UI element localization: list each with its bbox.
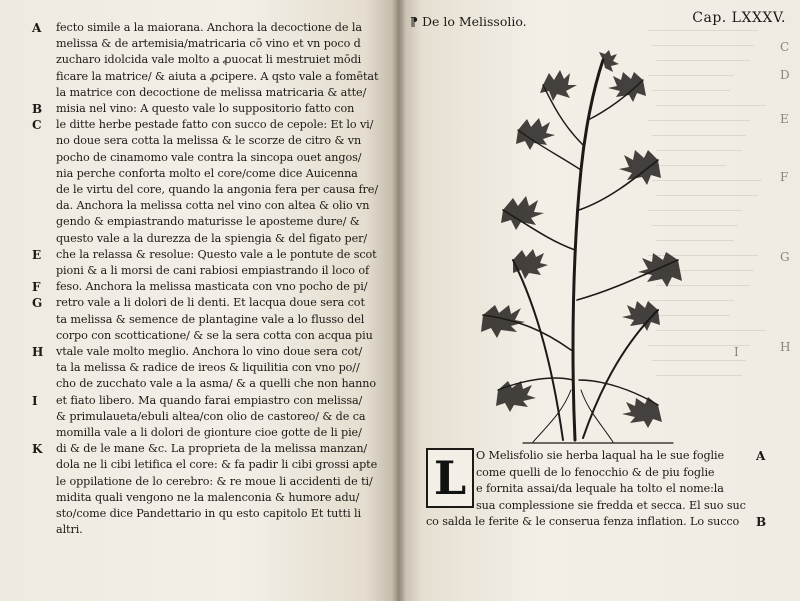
text-line: gendo & empiastrando maturisse le aposteme dure/ &	[56, 215, 360, 229]
text-line: come quelli de lo fenocchio & de piu foglie	[476, 465, 715, 479]
text-line: ta melissa & semence de plantagine vale a lo flusso del	[56, 312, 365, 326]
text-line: da. Anchora la melissa cotta nel vino con altea & olio vn	[56, 199, 370, 213]
text-line: le ditte herbe pestade fatto con succo de cepole: Et lo vi/	[56, 118, 374, 132]
text-line: misia nel vino: A questo vale lo suppositorio fatto con	[56, 102, 355, 115]
bleed-margin-marker: D	[780, 68, 790, 82]
margin-marker: I	[32, 393, 38, 408]
margin-marker: B	[756, 515, 767, 529]
text-line: nia perche conforta molto el core/come dice Auicenna	[56, 166, 358, 180]
chapter-number: Cap. LXXXV.	[692, 10, 786, 26]
text-line: corpo con scotticatione/ & se la sera cotta con acqua piu	[56, 328, 373, 342]
book-gutter	[392, 0, 406, 601]
text-line: pocho de cinamomo vale contra la sincopa ouet angos/	[56, 150, 362, 164]
bleed-through-line	[648, 30, 758, 31]
margin-marker: H	[32, 345, 44, 359]
margin-marker: A	[756, 449, 766, 463]
text-line: di & de le mane &c. La proprieta de la melissa manzan/	[56, 442, 368, 456]
margin-marker: K	[32, 442, 43, 457]
margin-marker: A	[32, 21, 42, 35]
text-line: vtale vale molto meglio. Anchora lo vino doue sera cot/	[56, 345, 363, 358]
text-line: che la relassa & resolue: Questo vale a le pontute de scot	[56, 247, 377, 261]
text-line: et fiato libero. Ma quando farai empiastro con melissa/	[56, 393, 363, 407]
text-line: & primulaueta/ebuli altea/con olio de castoreo/ & de ca	[56, 409, 366, 423]
text-line: la matrice con decoctione de melissa matricaria & atte/	[56, 85, 367, 99]
text-line: sua complessione sie fredda et secca. El suo suc	[476, 498, 746, 512]
text-line: fecto simile a la maiorana. Anchora la decoctione de la	[56, 21, 362, 34]
bleed-margin-marker: G	[780, 250, 790, 264]
pilcrow-icon: ⁋	[410, 14, 418, 29]
text-line: de le virtu del core, quando la angonia fera per causa fre/	[56, 183, 378, 196]
text-line: no doue sera cotta la melissa & le scorze de citro & vn	[56, 134, 362, 148]
text-line: zucharo idolcida vale molto a ꝓuocat li mestruiet mōdi	[56, 53, 362, 67]
bleed-margin-marker: C	[780, 40, 790, 54]
bleed-margin-marker: H	[780, 340, 791, 354]
plant-woodcut-illustration	[443, 50, 703, 445]
bleed-margin-marker: E	[780, 112, 789, 126]
bleed-through-line	[652, 45, 754, 46]
text-line: co salda le ferite & le conserua fenza inflation. Lo succo	[426, 515, 740, 528]
text-line: sto/come dice Pandettario in qu esto capitolo Et tutti li	[56, 507, 361, 520]
text-line: dola ne li cibi letifica el core: & fa padir li cibi grossi apte	[56, 458, 378, 472]
text-line: cho de zucchato vale a la asma/ & a quelli che non hanno	[56, 377, 376, 391]
body-paragraph	[426, 448, 786, 538]
text-line: questo vale a la durezza de la spiengia & del figato per/	[56, 231, 368, 245]
text-line: pioni & a li morsi de cani rabiosi empiastrando il loco of	[56, 264, 370, 277]
bleed-margin-marker: F	[780, 170, 789, 184]
bleed-margin-marker: I	[734, 345, 739, 359]
margin-marker: F	[32, 280, 41, 295]
chapter-title-text: De lo Melissolio.	[421, 14, 527, 29]
right-page	[398, 0, 800, 601]
text-line: O Melisfolio sie herba laqual ha le sue foglie	[476, 449, 725, 462]
drop-cap-letter: L	[433, 451, 467, 505]
chapter-title	[410, 14, 527, 29]
text-line: ficare la matrice/ & aiuta a ꝓcipere. A qsto vale a fomētat	[56, 69, 379, 83]
drop-cap	[426, 448, 474, 508]
text-line: le oppilatione de lo cerebro: & re moue li accidenti de ti/	[56, 474, 373, 488]
text-line: melissa & de artemisia/matricaria cō vino et vn poco d	[56, 37, 361, 51]
left-page	[0, 0, 398, 601]
text-line: e fornita assai/da lequale ha tolto el nome:la	[476, 482, 724, 495]
text-line: ta la melissa & radice de ireos & liquilitia con vno po//	[56, 361, 360, 375]
text-line: momilla vale a li dolori de gionture cioe gotte de li pie/	[56, 426, 362, 439]
margin-marker: C	[32, 118, 42, 133]
text-line: feso. Anchora la melissa masticata con vno pocho de pi/	[56, 280, 368, 294]
text-line: midita quali vengono ne la malenconia & humore adu/	[56, 490, 360, 504]
margin-marker: E	[32, 247, 42, 262]
margin-marker: B	[32, 102, 43, 116]
margin-marker: G	[32, 296, 43, 311]
text-line: retro vale a li dolori de li denti. Et lacqua doue sera cot	[56, 296, 365, 310]
text-line: altri.	[56, 523, 83, 537]
